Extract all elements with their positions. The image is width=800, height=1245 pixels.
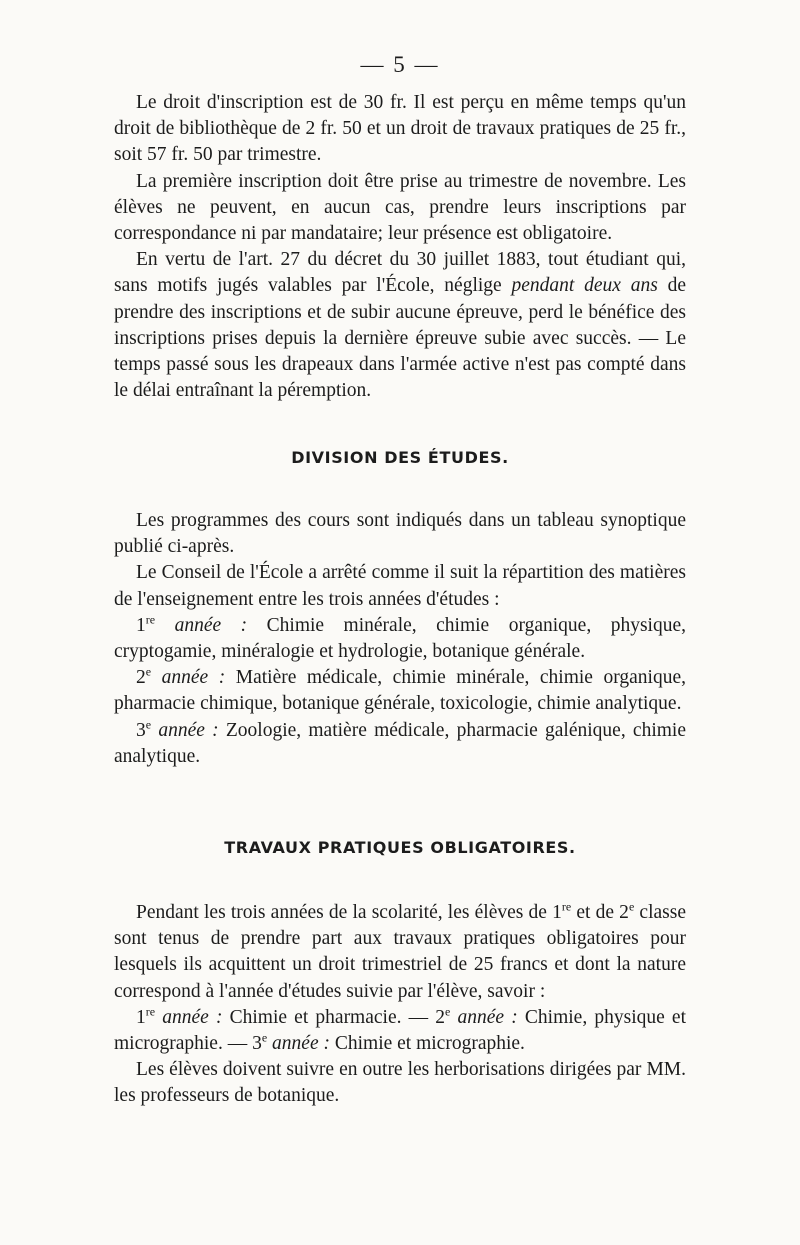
division-heading: DIVISION DES ÉTUDES. xyxy=(291,448,509,467)
first-inscription-paragraph: La première inscription doit être prise au trimestre de novembre. Les élèves ne peuvent, en aucun cas, prendre leurs inscriptions par correspondance ni par mandataire; leur présence est obligatoire. xyxy=(114,170,686,245)
scolarite-paragraph: Pendant les trois années de la scolarité, les élèves de 1re et de 2e classe sont tenus de prendre part aux travaux pratiques obligatoires pour lesquels ils acquittent un droit trimestriel de 25 francs et dont la nature correspond à l'année d'études suivie par l'élève, savoir : xyxy=(114,899,686,1002)
intro-section xyxy=(114,90,686,404)
emphasis-text: pendant deux ans xyxy=(511,275,658,297)
programmes-paragraph: Les programmes des cours sont indiqués dans un tableau synoptique publié ci-après. xyxy=(114,510,686,558)
decree-paragraph: En vertu de l'art. 27 du décret du 30 juillet 1883, tout étudiant qui, sans motifs jugés valables par l'École, néglige pendant deux ans de prendre des inscriptions et de subir aucune épreuve, perd le bénéfice des inscriptions prises depuis la dernière épreuve subie avec succès. — Le temps passé sous les drapeaux dans l'armée active n'est pas compté dans le délai entraînant la péremption. xyxy=(114,249,686,402)
travaux-years-paragraph: 1re année : Chimie et pharmacie. — 2e année : Chimie, physique et micrographie. — 3e année : Chimie et micrographie. xyxy=(114,1004,686,1055)
herborisations-paragraph: Les élèves doivent suivre en outre les herborisations dirigées par MM. les professeurs de botanique. xyxy=(114,1059,686,1107)
year-3-paragraph: 3e année : Zoologie, matière médicale, pharmacie galénique, chimie analytique. xyxy=(114,717,686,767)
travaux-heading: TRAVAUX PRATIQUES OBLIGATOIRES. xyxy=(224,838,576,857)
travaux-section xyxy=(114,900,686,1110)
fees-paragraph: Le droit d'inscription est de 30 fr. Il est perçu en même temps qu'un droit de bibliothèque de 2 fr. 50 et un droit de travaux pratiques de 25 fr., soit 57 fr. 50 par trimestre. xyxy=(114,92,686,166)
year-2-paragraph: 2e année : Matière médicale, chimie minérale, chimie organique, pharmacie chimique, botanique générale, toxicologie, chimie analytique. xyxy=(114,664,686,715)
year-1-paragraph: 1re année : Chimie minérale, chimie organique, physique, cryptogamie, minéralogie et hydrologie, botanique générale. xyxy=(114,612,686,663)
page-number: — 5 — xyxy=(360,52,440,77)
conseil-paragraph: Le Conseil de l'École a arrêté comme il suit la répartition des matières de l'enseignement entre les trois années d'études : xyxy=(114,562,686,610)
division-section xyxy=(114,508,686,770)
